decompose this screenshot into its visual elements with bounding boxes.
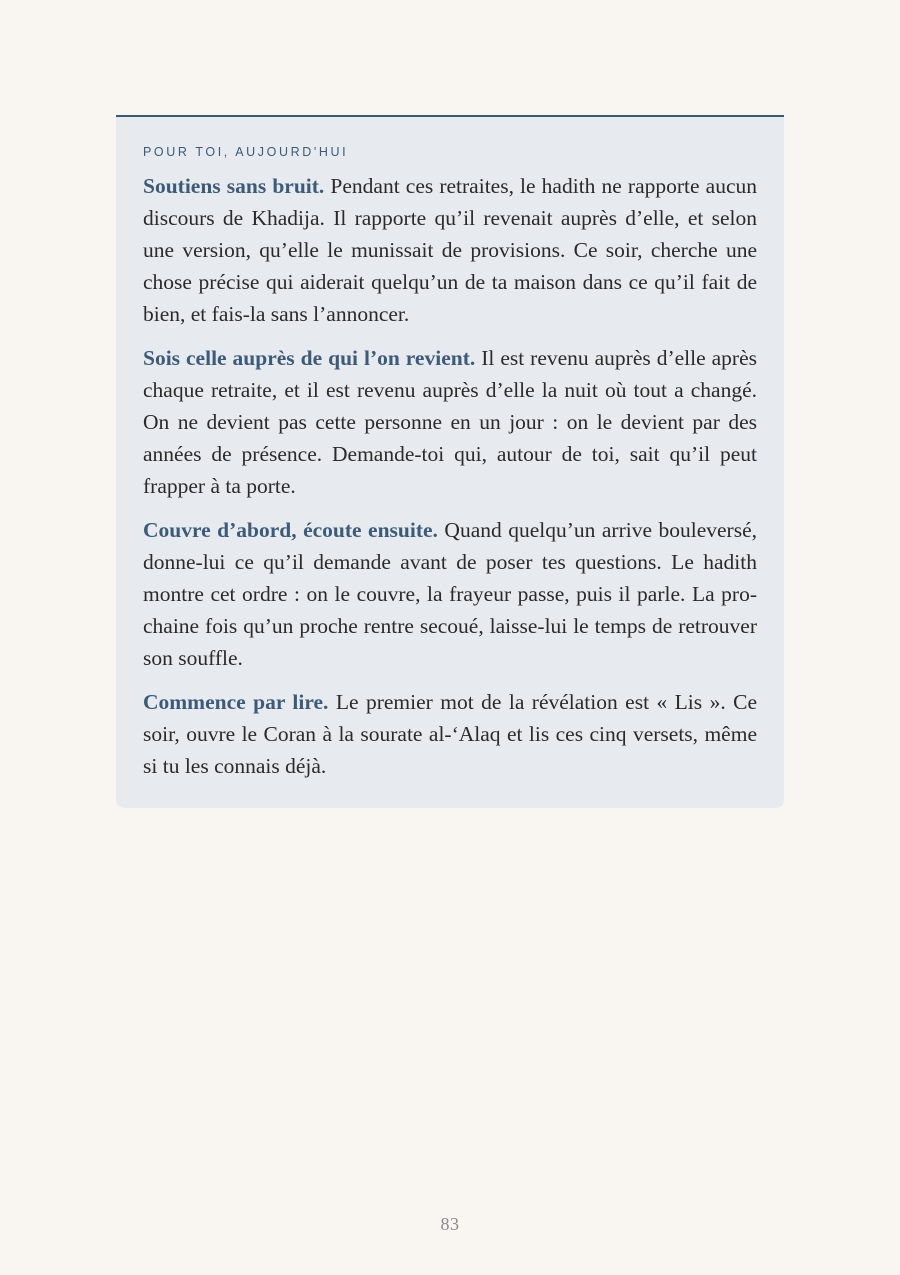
today-callout-box (116, 115, 784, 808)
tip-paragraph (143, 342, 757, 502)
tip-paragraph (143, 686, 757, 782)
tip-paragraph (143, 514, 757, 674)
tip-text: Le premier mot de la révélation est « Lis ». Ce soir, ouvre le Coran à la sourate al-‘Alaq et lis ces cinq versets, même si tu les connais déjà. (143, 690, 758, 778)
callout-kicker: POUR TOI, AUJOURD'HUI (143, 145, 349, 159)
tip-lead: Sois celle auprès de qui l’on revient. (143, 346, 476, 370)
tip-text: Quand quelqu’un arrive bouleversé, donne-lui ce qu’il demande avant de poser tes questions. Le hadith montre cet ordre : on le couvre, la frayeur passe, puis il parle. La prochaine fois qu’un proche rentre secoué, laisse-lui le temps de retrouver son souffle. (143, 518, 757, 670)
page-number: 83 (440, 1214, 460, 1234)
tip-lead: Soutiens sans bruit. (143, 174, 325, 198)
tip-text: Il est revenu auprès d’elle après chaque retraite, et il est revenu auprès d’elle la nuit où tout a changé. On ne devient pas cette personne en un jour : on le devient par des années de présence. Demande-toi qui, autour de toi, sait qu’il peut frapper à ta porte. (143, 346, 757, 498)
tip-text: Pendant ces retraites, le hadith ne rapporte aucun discours de Khadija. Il rapporte qu’il revenait auprès d’elle, et selon une version, qu’elle le munissait de provisions. Ce soir, cherche une chose précise qui aiderait quelqu’un de ta maison dans ce qu’il fait de bien, et fais-la sans l’annoncer. (143, 174, 758, 326)
tip-paragraph (143, 170, 757, 330)
tip-lead: Couvre d’abord, écoute ensuite. (143, 518, 438, 542)
tip-lead: Commence par lire. (143, 690, 329, 714)
